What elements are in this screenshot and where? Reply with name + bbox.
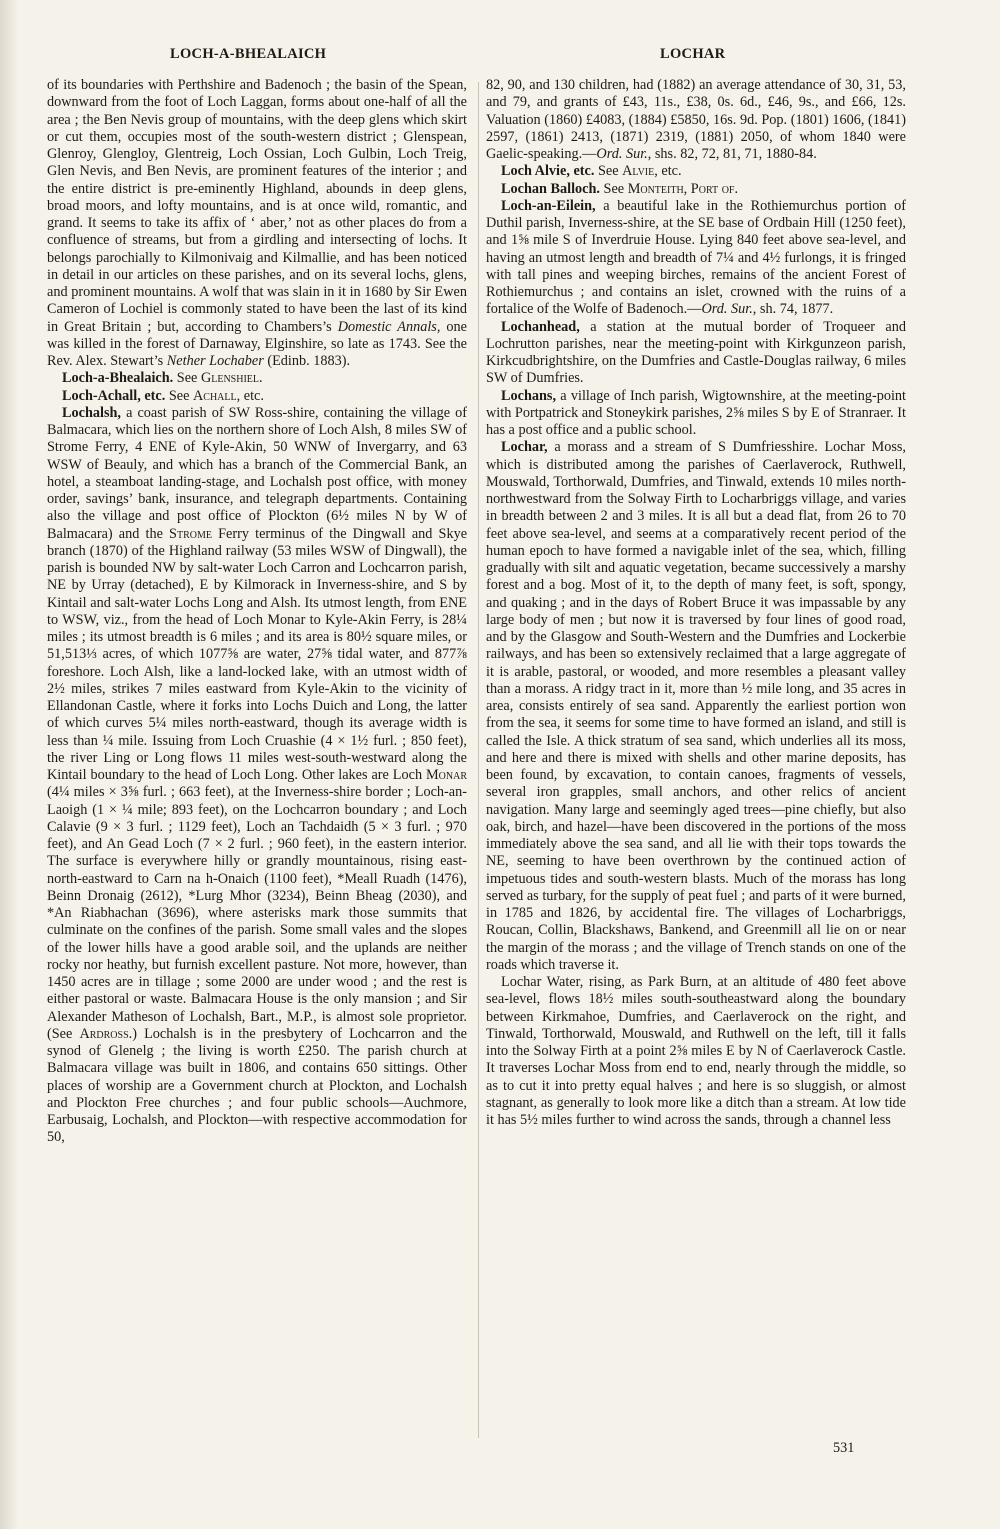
entry-text: a morass and a stream of S Dumfriesshire. Lochar Moss, which is distributed among the parishes of Caerlaverock, Ruthwell, Mouswald, Torthorwald, Dumfries, and Tinwald, extends 10 miles north-northwestward from the Solway Firth to Locharbriggs village, and varies in breadth between 2 and 3 miles. It is all but a dead flat, from 26 to 70 feet above sea-level, and seems at a comparatively recent period of the human epoch to have formed a navigable inlet of the sea, which, filling gradually with silt and aquatic vegetation, became successively a marshy forest and a bog. Most of it, to the depth of many feet, is soft, spongy, and quaking ; and in the days of Robert Bruce it was impassable by any large body of men ; but now it is traversed by four lines of good road, and by the Glasgow and South-Western and the Dumfries and Lockerbie railways, and has been so extensively reclaimed that a large aggregate of it is arable, pastoral, or wooded, and more resembles a pleasant valley than a morass. A ridgy tract in it, more than ½ mile long, and 35 acres in area, consists entirely of sea sand. Apparently the earliest portion won from the sea, it seems for some time to have formed an island, and still is called the Isle. A thick stratum of sea sand, which underlies all its moss, and here and there is mixed with shells and other marine deposits, has been found, by excavation, to contain canoes, fragments of vessels, several iron grapples, small anchors, and other relics of ancient navigation. Many large and seemingly aged trees—pine chiefly, but also oak, birch, and hazel—have been discovered in the portions of the moss immediately above the sea sand, and all lie with their tops towards the NE, seeming to have been overthrown by the continued action of impetuous tides and south-western blasts. Much of the morass has long served as turbary, for the supply of peat fuel ; and parts of it were burned, in 1785 and 1826, by accidental fire. The villages of Locharbriggs, Roucan, Collin, Blackshaws, Bankend, and Greenmill all lie on or near the margin of the morass ; and the village of Trench stands on one of the roads which traverse it. (486, 439, 906, 973)
entry-text: (4¼ miles × 3⅝ furl. ; 663 feet), at the Inverness-shire border ; Loch-an-Laoigh (1 × ¼ mile; 893 feet), on the Lochcarron boundary ; and Loch Calavie (9 × 3 furl. ; 1129 feet), Loch an Tachdaidh (5 × 3 furl. ; 970 feet), and An Gead Loch (7 × 2 furl. ; 960 feet), in the eastern interior. The surface is everywhere hilly or grandly mountainous, rising east-north-eastward to Carn na h-Onaich (1100 feet), *Meall Ruadh (1476), Beinn Dronaig (2612), *Lurg Mhor (3234), Beinn Bheag (2030), and *An Riabhachan (3696), where asterisks mark those summits that culminate on the confines of the parish. Some small vales and the slopes of the lower hills have a good arable soil, and the uplands are neither rocky nor heathy, but furnish excellent pasture. Not more, however, than 1450 acres are in tillage ; some 2000 are under wood ; and the rest is either pastoral or waste. Balmacara House is the only mansion ; and Sir Alexander Matheson of Lochalsh, Bart., M.P., is almost sole proprietor. (See (47, 784, 467, 1042)
running-head-right: LOCHAR (660, 46, 726, 62)
book-title: Nether Lochaber (166, 353, 264, 369)
paragraph-text: of its boundaries with Perthshire and Badenoch ; the basin of the Spean, downward from the foot of Loch Laggan, forms about one-half of all the area ; the Ben Nevis group of mountains, with the deep glens which skirt or cut them, occupies most of the south-western district ; Glenspean, Glenroy, Glengloy, Glentreig, Loch Ossian, Loch Gulbin, Loch Treig, Glen Nevis, and Ben Nevis, are prominent features of the interior ; and the entire district is pre-eminently Highland, abounds in deep glens, broad moors, and lofty mountains, and is at once wild, romantic, and grand. It seems to take its affix of ‘ aber,’ not as other places do from a confluence of streams, but from a girdling and intersecting of lochs. It belongs parochially to Kilmonivaig and Kilmallie, and has been noticed in detail in our articles on these parishes, and on its several lochs, glens, and prominent mountains. A wolf that was slain in it in 1680 by Sir Ewen Cameron of Lochiel is commonly stated to have been the last of its kind in Great Britain ; but, according to Chambers’s (47, 77, 467, 335)
lochar-water-paragraph: Lochar Water, rising, as Park Burn, at an altitude of 480 feet above sea-level, flows 18½ miles south-southeastward along the boundary between Kirkmahoe, Dumfries, and Caerlaverock on the right, and Tinwald, Torthorwald, Mouswald, and Ruthwell on the left, till it falls into the Solway Firth at a point 2⅝ miles E by N of Caerlaverock Castle. It traverses Lochar Moss from end to end, nearly through the middle, so as to cut it into pretty equal halves ; and here is so sluggish, or almost stagnant, as generally to look more like a ditch than a stream. At low tide it has 5½ miles further to wind across the sands, through a channel less (486, 974, 906, 1128)
column-divider (478, 82, 479, 1438)
see-text: See (176, 370, 198, 387)
source-reference: Ord. Sur. (701, 301, 753, 318)
see-text: See (603, 180, 625, 197)
cross-reference: Monteith, Port of. (627, 180, 739, 197)
entry-text: a beautiful lake in the Rothiemurchus portion of Duthil parish, Inverness-shire, at the SE base of Ordbain Hill (1250 feet), and 1⅝ mile S of Inverdruie House. Lying 840 feet above sea-level, and having an utmost length and breadth of 7¼ and 4½ furlongs, it is fringed with tall pines and weeping birches, remains of the ancient Forest of Rothiemurchus ; and contains an islet, crowned with the ruins of a fortalice of the Wolfe of Badenoch.— (486, 197, 907, 318)
entry-loch-achall (47, 388, 467, 405)
cross-reference: Monar (426, 767, 468, 783)
page-number: 531 (833, 1440, 855, 1456)
left-column (47, 77, 467, 1147)
entry-text: a station at the mutual border of Troqueer and Lochrutton parishes, near the meeting-point with Kirkgunzeon parish, Kirkcudbrightshire, on the Dumfries and Castle-Douglas railway, 6 miles SW of Dumfries. (486, 318, 906, 387)
entry-lochan-balloch (486, 181, 906, 198)
paragraph-text: 82, 90, and 130 children, had (1882) an average attendance of 30, 31, 53, and 79, and grants of £43, 11s., £38, 0s. 6d., £46, 9s., and £66, 12s. Valuation (1860) £4083, (1884) £5850, 16s. 9d. Pop. (1801) 1606, (1841) 2597, (1861) 2413, (1871) 2319, (1881) 2050, of whom 1840 were Gaelic-speaking.— (486, 77, 906, 162)
entry-lochanhead (486, 319, 906, 388)
entry-headword: Lochalsh, (62, 404, 121, 421)
entry-headword: Lochanhead, (501, 318, 580, 335)
entry-lochar (486, 439, 906, 974)
paragraph-text: , shs. 82, 72, 81, 71, 1880-84. (647, 146, 817, 162)
continued-paragraph (47, 77, 467, 370)
entry-text: Ferry terminus of the Dingwall and Skye branch (1870) of the Highland railway (53 miles WSW of Dingwall), the parish is bounded NW by salt-water Loch Carron and Lochcarron parish, NE by Urray (detached), E by Kilmorack in Inverness-shire, and S by Kintail and salt-water Lochs Long and Alsh. Its utmost length, from ENE to WSW, viz., from the head of Loch Monar to Kyle-Akin Ferry, is 28¼ miles ; its utmost breadth is 6 miles ; and its area is 80½ square miles, or 51,513⅓ acres, of which 1077⅝ are water, 27⅝ tidal water, and 877⅞ foreshore. Loch Alsh, like a land-locked lake, with an utmost width of 2½ miles, strikes 7 miles eastward from Kyle-Akin to the vicinity of Ellandonan Castle, where it forks into Lochs Duich and Long, the latter of which curves 5¼ miles north-eastward, though its average width is less than ¼ mile. Issuing from Loch Cruashie (4 × 1½ furl. ; 850 feet), the river Ling or Long flows 11 miles west-south-westward along the Kintail boundary to the head of Loch Long. Other lakes are Loch (47, 525, 468, 783)
entry-headword: Loch-a-Bhealaich. (62, 370, 174, 387)
entry-headword: Loch Alvie, etc. (501, 163, 595, 180)
entry-lochalsh (47, 405, 467, 1147)
entry-headword: Lochar, (501, 439, 548, 456)
cross-reference: Strome (169, 525, 212, 542)
entry-text: , etc. (236, 387, 264, 404)
cross-reference: Ardross (79, 1025, 129, 1042)
entry-headword: Lochan Balloch. (501, 180, 600, 197)
right-column (486, 77, 906, 1129)
entry-headword: Loch-an-Eilein, (501, 197, 596, 214)
entry-lochans (486, 388, 906, 440)
entry-text: a coast parish of SW Ross-shire, containing the village of Balmacara, which lies on the northern shore of Loch Alsh, 8 miles SW of Strome Ferry, 4 ENE of Kyle-Akin, 50 WNW of Invergarry, and 63 WSW of Beauly, and which has a branch of the Commercial Bank, an hotel, a steamboat landing-stage, and Lochalsh post office, with money order, savings’ bank, insurance, and telegraph departments. Containing also the village and post office of Plockton (6½ miles N by W of Balmacara) and the (47, 404, 468, 542)
continued-paragraph (486, 77, 906, 163)
entry-headword: Loch-Achall, etc. (62, 387, 166, 404)
entry-headword: Lochans, (501, 387, 557, 404)
source-reference: Ord. Sur. (596, 146, 648, 162)
entry-loch-an-eilein (486, 198, 906, 319)
book-title: Domestic Annals (337, 318, 437, 335)
paragraph-text: (Edinb. 1883). (267, 353, 351, 369)
cross-reference: Glenshiel. (200, 370, 263, 387)
running-head-left: LOCH-A-BHEALAICH (170, 46, 327, 62)
cross-reference: Alvie (622, 163, 655, 180)
entry-text: a village of Inch parish, Wigtownshire, at the meeting-point with Portpatrick and Stoneykirk parishes, 2⅝ miles S by E of Stranraer. It has a post office and a public school. (486, 387, 906, 438)
page-gutter-shadow (0, 0, 18, 1529)
cross-reference: Achall (193, 387, 237, 404)
entry-text: , etc. (654, 163, 682, 180)
entry-loch-alvie (486, 163, 906, 180)
see-text: See (168, 387, 190, 404)
entry-loch-a-bhealaich (47, 370, 467, 387)
paragraph-text: , one was killed in the forest of Darnaway, Elginshire, so late as 1743. See the Rev. Alex. Stewart’s (47, 318, 468, 369)
entry-text: , sh. 74, 1877. (752, 301, 834, 318)
see-text: See (597, 163, 619, 180)
entry-text: .) Lochalsh is in the presbytery of Lochcarron and the synod of Glenelg ; the living is worth £250. The parish church at Balmacara village was built in 1806, and contains 650 sittings. Other places of worship are a Government church at Plockton, and Lochalsh and Plockton Free churches ; and four public schools—Auchmore, Earbusaig, Lochalsh, and Plockton—with respective accommodation for 50, (47, 1025, 467, 1146)
